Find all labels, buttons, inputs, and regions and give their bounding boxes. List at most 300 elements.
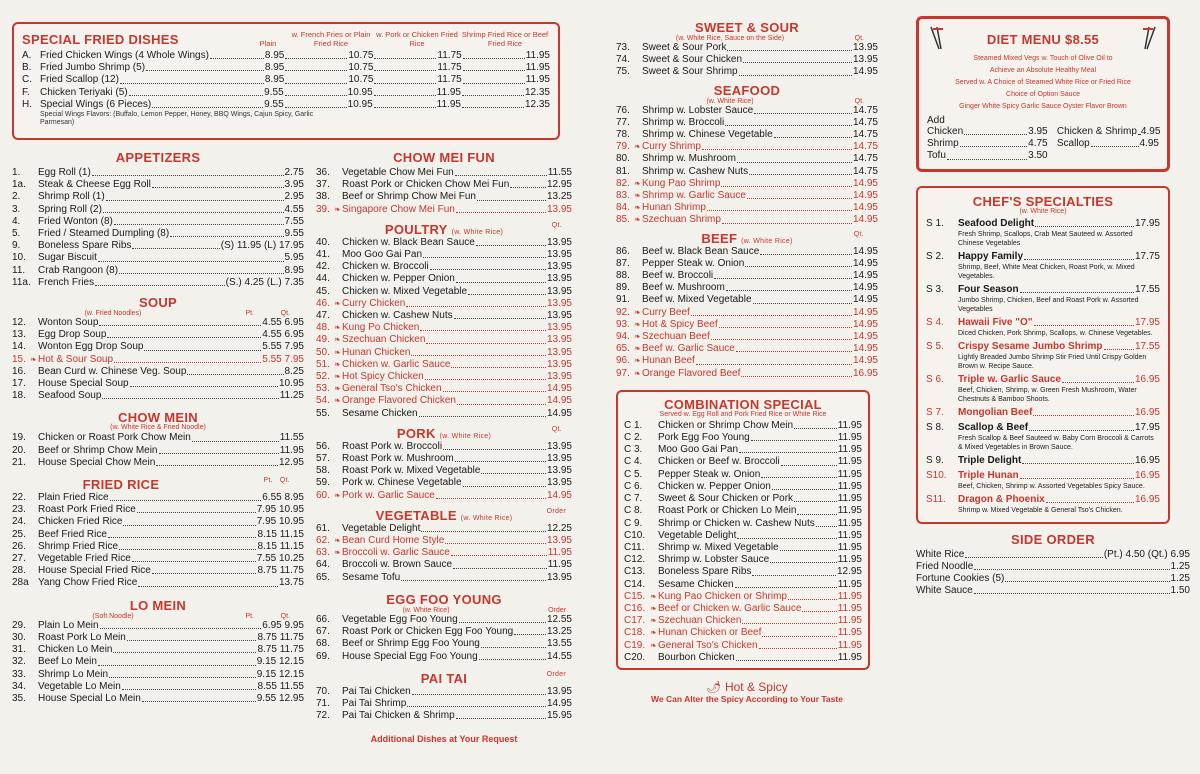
lo-mein-sub: (Soft Noodle): [92, 612, 134, 620]
chopsticks-icon: [1133, 25, 1159, 53]
item-name: Chicken w. Mixed Vegetable: [342, 285, 468, 297]
item-number: 47.: [316, 310, 330, 322]
chef-item: [926, 407, 1160, 419]
menu-item: [12, 179, 304, 191]
item-name: Curry Beef: [642, 306, 690, 318]
item-name: Bean Curd w. Chinese Veg. Soup: [38, 365, 187, 377]
item-number: C.: [22, 74, 32, 86]
soup-pt: Pt.: [245, 310, 254, 318]
dot-leader: [1022, 463, 1134, 464]
pai-tai-title: PAI TAI: [420, 670, 468, 686]
dot-leader: [510, 187, 546, 188]
dot-leader: [107, 337, 261, 338]
dot-leader: [965, 557, 1102, 558]
dot-leader: [1091, 146, 1139, 147]
item-number: 97.: [616, 367, 630, 379]
item-number: 22.: [12, 492, 26, 504]
dot-leader: [1104, 349, 1134, 350]
item-number: 37.: [316, 179, 330, 191]
item-number: S 2.: [926, 250, 944, 262]
item-number: C 5.: [624, 468, 643, 480]
item-name: Fried / Steamed Dumpling (8): [38, 228, 170, 240]
item-name: Roast Pork w. Mushroom: [342, 453, 454, 465]
item-number: 26.: [12, 540, 26, 552]
item-price: 14.95: [852, 331, 878, 343]
item-price: 14.95: [852, 202, 878, 214]
dot-leader: [468, 294, 546, 295]
item-number: 19.: [12, 432, 26, 444]
item-name: Four Season: [958, 283, 1019, 295]
dot-leader: [451, 367, 546, 368]
item-price: 1.25: [1170, 573, 1190, 585]
item-number: 13.: [12, 329, 26, 341]
item-number: C19.: [624, 639, 646, 651]
item-name: Shrimp w. Mushroom: [642, 153, 736, 165]
dot-leader: [456, 718, 546, 719]
item-name: Beef w. Garlic Sauce: [642, 343, 735, 355]
menu-item: [316, 261, 572, 273]
item-number: 67.: [316, 626, 330, 638]
item-number: 92.: [616, 306, 630, 318]
item-price: 13.95: [546, 440, 572, 452]
item-number: 39.: [316, 203, 330, 215]
dot-leader: [745, 266, 852, 267]
dot-leader: [98, 261, 284, 262]
item-name: Fried Chicken Wings (4 Whole Wings): [40, 50, 209, 61]
dot-leader: [754, 113, 852, 114]
item-price: 9.55: [284, 228, 304, 240]
item-price: 4.55: [284, 203, 304, 215]
hot-spicy-label: Hot & Spicy: [724, 679, 788, 694]
dot-leader: [774, 137, 852, 138]
item-number: 72.: [316, 710, 330, 722]
item-price: 13.95: [546, 453, 572, 465]
column-3: [616, 20, 878, 704]
seafood-title: SEAFOOD: [713, 82, 781, 98]
item-name: Roast Pork Lo Mein: [38, 631, 126, 643]
chef-item-row: [926, 284, 1160, 296]
sweet-sour-qt: Qt.: [854, 35, 864, 42]
diet-description: [927, 53, 1159, 113]
dot-leader: [714, 278, 852, 279]
dot-leader: [192, 441, 279, 442]
item-price: 13.95: [852, 42, 878, 53]
item-name: General Tso's Chicken: [658, 639, 758, 651]
menu-item: [12, 354, 304, 366]
item-price: 11.95: [436, 86, 461, 98]
menu-item: [616, 355, 878, 367]
item-name: Spring Roll (2): [38, 203, 102, 215]
item-name: Shrimp w. Cashew Nuts: [642, 165, 749, 177]
dot-leader: [132, 248, 219, 249]
menu-item: [12, 228, 304, 240]
item-price: 13.55: [546, 638, 572, 650]
item-name: Shrimp or Chicken w. Cashew Nuts: [658, 517, 815, 529]
item-number: C 3.: [624, 444, 643, 456]
chef-item-row: [926, 341, 1160, 353]
chef-item: [926, 494, 1160, 515]
menu-item: [616, 190, 878, 202]
diet-add-list: [927, 126, 1159, 163]
chef-item-row: [926, 407, 1160, 419]
item-name: Szechuan Shrimp: [642, 214, 721, 226]
vegetable-header: [316, 508, 572, 523]
menu-item: [624, 420, 862, 432]
combination-box: [616, 390, 870, 670]
item-number: C 6.: [624, 480, 643, 492]
pepper-icon: ❧: [634, 344, 641, 354]
item-number: S 7.: [926, 406, 944, 418]
item-name: Pepper Steak w. Onion: [642, 257, 745, 269]
dot-leader: [187, 374, 283, 375]
item-name: Crispy Sesame Jumbo Shrimp: [958, 340, 1103, 352]
fried-rice-title: FRIED RICE: [82, 477, 160, 493]
vegetable-qt: Order: [546, 507, 566, 515]
item-name: Pepper Steak w. Onion: [658, 468, 761, 480]
item-price: 13.95: [546, 236, 572, 248]
chefs-sub: (w. White Rice): [1019, 207, 1067, 215]
chef-item: [926, 284, 1160, 314]
chef-item-row: [926, 470, 1160, 482]
item-name: Kung Po Chicken: [342, 322, 420, 334]
item-name: Shrimp: [927, 138, 959, 150]
item-price: 4.55 6.95: [262, 317, 304, 329]
item-number: 1.: [12, 167, 21, 178]
dot-leader: [146, 70, 264, 71]
item-name: Bean Curd Home Style: [342, 535, 445, 547]
item-number: 68.: [316, 638, 330, 650]
item-number: 10.: [12, 252, 26, 264]
item-number: 1a.: [12, 179, 26, 191]
item-price: 11.75: [437, 74, 462, 86]
item-name: Hunan Chicken: [342, 346, 411, 358]
item-name: Chicken Lo Mein: [38, 644, 113, 656]
dot-leader: [119, 273, 283, 274]
item-name: Seafood Delight: [958, 217, 1035, 229]
pepper-icon: ❧: [634, 215, 641, 225]
menu-item: [316, 559, 572, 571]
menu-item: [916, 585, 1190, 597]
item-price: 11.95: [837, 590, 862, 602]
item-number: 51.: [316, 358, 330, 370]
menu-item: [12, 529, 304, 541]
item-name: Roast Pork Fried Rice: [38, 504, 136, 516]
item-price: 6.55 8.95: [262, 492, 304, 504]
pepper-icon: ❧: [634, 203, 641, 213]
column-2: [316, 150, 572, 744]
item-number: 30.: [12, 631, 26, 643]
dot-leader: [95, 285, 225, 286]
item-name: Szechuan Chicken: [658, 615, 742, 627]
item-name: Singapore Chow Mei Fun: [342, 203, 455, 215]
seafood-qt: Qt.: [854, 97, 864, 105]
dot-leader: [722, 223, 852, 224]
chefs-specialties-box: [916, 186, 1170, 524]
menu-item: [624, 542, 862, 554]
menu-item: [12, 366, 304, 378]
col-header-pork: w. Pork or Chicken Fried Rice: [376, 30, 458, 48]
diet-add-item: [1057, 138, 1159, 150]
pepper-icon: ❧: [650, 616, 657, 626]
item-name: Pai Tai Chicken: [342, 685, 411, 697]
item-name: Scallop: [1056, 138, 1090, 150]
dot-leader: [691, 315, 852, 316]
item-name: Tofu: [927, 150, 946, 162]
pepper-icon: 🌶︎: [706, 679, 722, 694]
item-name: Chicken or Shrimp Chow Mein: [658, 419, 794, 431]
menu-item: [12, 341, 304, 353]
item-number: 74.: [616, 54, 630, 66]
item-name: Egg Roll (1): [38, 167, 91, 178]
item-number: C 9.: [624, 517, 643, 529]
item-name: Crab Rangoon (8): [38, 264, 119, 276]
item-name: White Sauce: [916, 585, 973, 597]
item-price: 14.95: [852, 282, 878, 294]
item-name: Dragon & Phoenix: [958, 493, 1045, 505]
vegetable-list: [316, 523, 572, 584]
menu-item: [624, 554, 862, 566]
menu-item: [624, 518, 862, 530]
item-name: Chicken w. Cashew Nuts: [342, 310, 453, 322]
item-number: C20.: [624, 651, 646, 663]
item-number: S 9.: [926, 454, 944, 466]
item-price: 14.75: [852, 165, 878, 177]
dot-leader: [152, 573, 257, 574]
menu-item: [316, 441, 572, 453]
menu-item: [316, 286, 572, 298]
menu-item: [316, 167, 572, 179]
beef-qt: Qt.: [853, 230, 864, 238]
dot-leader: [737, 538, 836, 539]
menu-item: [916, 561, 1190, 573]
item-price: 14.95: [852, 190, 878, 202]
pepper-icon: ❧: [634, 307, 641, 317]
item-name: Roast Pork w. Mixed Vegetable: [342, 465, 481, 477]
item-number: 69.: [316, 650, 330, 662]
item-name: Bourbon Chicken: [658, 651, 735, 663]
item-price: 13.95: [852, 54, 878, 66]
item-number: 89.: [616, 282, 630, 294]
item-number: 56.: [316, 440, 330, 452]
dot-leader: [759, 648, 837, 649]
item-price: 12.95: [546, 179, 572, 191]
dot-leader: [761, 477, 836, 478]
item-price: 11.75: [437, 50, 462, 61]
pepper-icon: ❧: [334, 347, 341, 357]
item-number: 31.: [12, 644, 26, 656]
menu-item: [916, 573, 1190, 585]
dot-leader: [103, 212, 284, 213]
dot-leader: [109, 677, 256, 678]
item-price: 4.55 6.95: [262, 329, 304, 341]
item-price: 11.95: [837, 554, 862, 566]
dot-leader: [120, 83, 264, 84]
item-price: 11.25: [279, 390, 304, 402]
item-price: 8.15 11.15: [257, 540, 304, 552]
item-name: Shrimp w. Garlic Sauce: [642, 190, 746, 202]
item-number: 35.: [12, 692, 26, 704]
menu-item: [624, 579, 862, 591]
item-number: S 3.: [926, 283, 944, 295]
item-number: C16.: [624, 602, 646, 614]
dot-leader: [719, 327, 852, 328]
dot-leader: [739, 75, 852, 76]
item-price: 13.95: [546, 322, 572, 334]
item-price: 14.95: [546, 395, 572, 407]
menu-item: [624, 444, 862, 456]
dot-leader: [119, 549, 256, 550]
item-number: 25.: [12, 528, 26, 540]
diet-line: Choice of Option Sauce: [1006, 91, 1080, 98]
menu-item: [12, 669, 304, 681]
item-name: House Special Fried Rice: [38, 565, 151, 577]
fried-rice-header: [12, 477, 304, 492]
item-price: 14.95: [546, 383, 572, 395]
menu-item: [22, 62, 550, 74]
menu-item: [316, 465, 572, 477]
dot-leader: [1046, 502, 1134, 503]
item-number: C 1.: [624, 419, 643, 431]
chef-item: [926, 251, 1160, 281]
menu-item: [316, 334, 572, 346]
item-description: Beef, Chicken, Shrimp, w. Green Fresh Mushroom, Water Chestnuts & Bamboo Shoots.: [958, 386, 1137, 403]
special-fried-box: [12, 22, 560, 140]
item-number: 70.: [316, 685, 330, 697]
item-name: Kung Pao Chicken or Shrimp: [658, 590, 787, 602]
dot-leader: [739, 452, 837, 453]
dot-leader: [144, 350, 261, 351]
menu-item: [316, 347, 572, 359]
menu-item: [616, 246, 878, 258]
item-name: Triple w. Garlic Sauce: [958, 373, 1062, 385]
item-price: 13.95: [546, 203, 572, 215]
item-price: 12.35: [524, 86, 550, 98]
menu-item: [616, 105, 878, 117]
dot-leader: [707, 210, 852, 211]
item-name: White Rice: [916, 548, 965, 560]
menu-item: [616, 258, 878, 270]
menu-item: [316, 710, 572, 722]
dot-leader: [285, 107, 347, 108]
item-name: Vegetable Delight: [658, 529, 737, 541]
menu-item: [12, 504, 304, 516]
item-price: 11.55: [547, 167, 572, 178]
item-price: 1.50: [1170, 585, 1190, 597]
item-price: 10.75: [348, 62, 374, 74]
item-price: 11.95: [547, 559, 572, 571]
menu-item: [624, 627, 862, 639]
dot-leader: [462, 107, 524, 108]
item-name: Chicken or Roast Pork Chow Mein: [38, 432, 191, 444]
menu-item: [916, 549, 1190, 561]
menu-item: [316, 453, 572, 465]
dot-leader: [100, 628, 262, 629]
item-name: House Special Lo Mein: [38, 692, 141, 704]
dot-leader: [102, 398, 278, 399]
chow-mein-title: CHOW MEIN: [118, 410, 198, 426]
seafood-list: [616, 105, 878, 227]
menu-item: [616, 331, 878, 343]
lo-mein-qt: Qt.: [280, 612, 290, 620]
item-description: Lightly Breaded Jumbo Shrimp Stir Fried Until Crispy Golden Brown w. Recipe Sauce.: [958, 353, 1147, 370]
item-price: 12.55: [546, 613, 572, 625]
menu-item: [316, 686, 572, 698]
item-price: 10.95: [347, 86, 373, 98]
diet-menu-box: [916, 16, 1170, 172]
dot-leader: [802, 611, 836, 612]
pepper-icon: ❧: [634, 332, 641, 342]
item-name: Triple Delight: [958, 454, 1022, 466]
item-number: 44.: [316, 273, 330, 285]
item-price: 14.95: [546, 407, 572, 419]
pepper-icon: ❧: [334, 384, 341, 394]
dot-leader: [711, 339, 852, 340]
dot-leader: [751, 440, 837, 441]
menu-item: [624, 505, 862, 517]
dot-leader: [99, 325, 261, 326]
item-price: 8.95: [264, 74, 285, 86]
item-price: 5.55 7.95: [262, 341, 304, 353]
item-number: H.: [22, 98, 32, 110]
sweet-sour-list: [616, 42, 878, 79]
poultry-sub: (w. White Rice): [451, 228, 504, 236]
dot-leader: [481, 473, 546, 474]
combination-sub: Served w. Egg Roll and Pork Fried Rice or White Rice: [659, 410, 827, 418]
item-price: 11.95: [837, 651, 862, 663]
chef-item-row: [926, 251, 1160, 263]
pepper-icon: ❧: [334, 359, 341, 369]
soup-list: [12, 317, 304, 402]
dot-leader: [1034, 325, 1134, 326]
dot-leader: [741, 376, 852, 377]
menu-item: [12, 620, 304, 632]
item-price: 11.95: [837, 419, 862, 431]
pepper-icon: ❧: [634, 368, 641, 378]
item-name: Sesame Tofu: [342, 571, 401, 583]
item-name: House Special Soup: [38, 378, 129, 390]
item-number: 66.: [316, 613, 330, 625]
item-price: 14.95: [852, 214, 878, 226]
item-name: Beef or Shrimp Chow Mein: [38, 444, 158, 456]
chef-item: [926, 455, 1160, 467]
beef-header: [616, 231, 878, 246]
item-price: 11.95: [837, 541, 862, 553]
pepper-icon: ❧: [334, 335, 341, 345]
item-number: 63.: [316, 547, 330, 559]
dot-leader: [411, 355, 546, 356]
item-price: 11.95: [837, 444, 862, 456]
item-name: Sweet & Sour Chicken: [642, 54, 743, 66]
dot-leader: [1062, 382, 1134, 383]
item-price: 11.95: [837, 480, 862, 492]
item-number: S 4.: [926, 316, 944, 328]
item-price: 3.95: [284, 179, 304, 191]
item-price: 9.15 12.15: [256, 656, 304, 668]
item-number: 18.: [12, 390, 26, 402]
item-number: 36.: [316, 167, 330, 178]
col-header-french: w. French Fries or Plain Fried Rice: [291, 30, 371, 48]
menu-item: [616, 42, 878, 54]
dot-leader: [463, 58, 525, 59]
item-number: S10.: [926, 469, 947, 481]
dot-leader: [132, 561, 256, 562]
dot-leader: [974, 593, 1170, 594]
item-price: 14.95: [852, 177, 878, 189]
menu-item: [12, 541, 304, 553]
menu-item: [12, 204, 304, 216]
item-price: 13.25: [546, 626, 572, 638]
item-number: C11.: [624, 541, 645, 553]
